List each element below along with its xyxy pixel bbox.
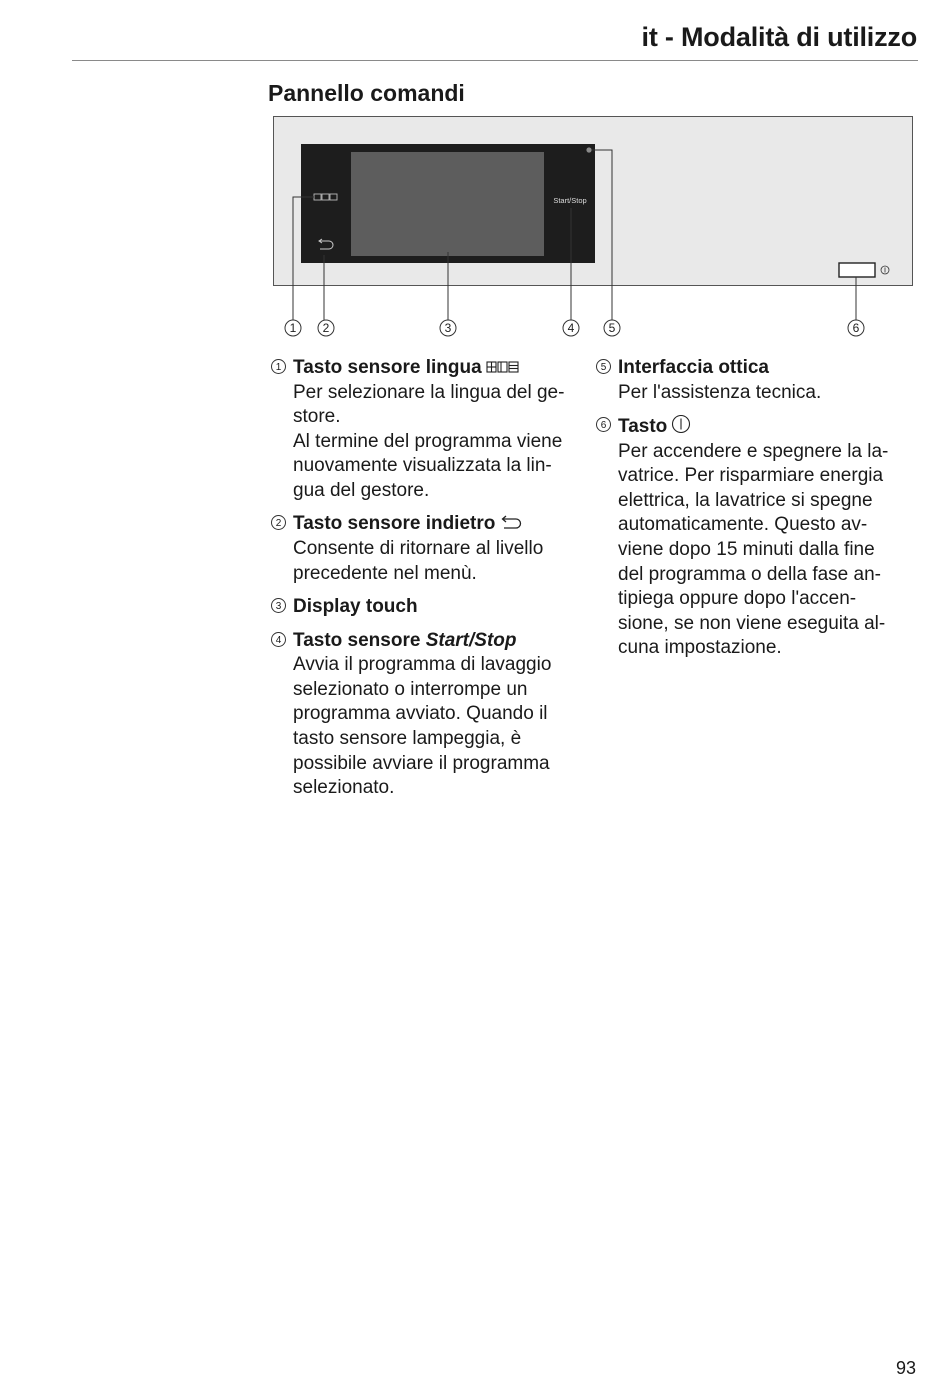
item-description: Consente di ritornare al livello precedente nel menù. bbox=[293, 537, 544, 584]
control-panel-illustration bbox=[270, 112, 916, 340]
page-number: 93 bbox=[895, 1358, 916, 1378]
item-number: 1 bbox=[271, 359, 286, 374]
list-item bbox=[596, 414, 926, 661]
list-item bbox=[271, 595, 571, 620]
item-title: Tasto bbox=[618, 416, 668, 438]
touch-display-screen bbox=[351, 152, 544, 256]
list-item bbox=[271, 356, 571, 503]
item-number: 6 bbox=[596, 417, 611, 432]
callout-label-3: 3 bbox=[444, 321, 452, 335]
description-column-right bbox=[596, 356, 926, 670]
list-item bbox=[271, 629, 571, 801]
power-icon bbox=[671, 414, 691, 434]
item-number: 5 bbox=[596, 359, 611, 374]
item-description: Avvia il programma di lavaggio selezionato o interrompe un programma avviato. Quando il tasto sensore lampeggia, è possibile avviare il programma selezionato. bbox=[293, 654, 552, 799]
start-stop-label: Start/Stop bbox=[553, 196, 587, 205]
section-title: Pannello comandi bbox=[268, 80, 465, 106]
item-description: Per selezionare la lingua del ge- store. Al termine del programma viene nuovamente visualizzata la lin- gua del gestore. bbox=[293, 381, 565, 501]
callout-label-5: 5 bbox=[608, 321, 616, 335]
item-title: Display touch bbox=[293, 596, 418, 618]
item-title: Interfaccia ottica bbox=[618, 357, 769, 378]
optical-interface-dot bbox=[586, 147, 591, 152]
language-flags-icon bbox=[486, 359, 520, 375]
item-description: Per l'assistenza tecnica. bbox=[618, 381, 822, 403]
header-divider bbox=[72, 60, 918, 61]
item-title: Tasto sensore bbox=[293, 629, 421, 651]
callout-label-6: 6 bbox=[852, 321, 860, 335]
callout-label-1: 1 bbox=[289, 321, 297, 335]
page-header-title: it - Modalità di utilizzo bbox=[641, 22, 917, 52]
item-number: 4 bbox=[271, 632, 286, 647]
item-title-italic: Start/Stop bbox=[425, 629, 517, 651]
callout-label-4: 4 bbox=[567, 321, 575, 335]
item-title: Tasto sensore indietro bbox=[293, 513, 496, 535]
list-item bbox=[271, 512, 571, 586]
item-number: 2 bbox=[271, 515, 286, 530]
list-item bbox=[596, 356, 926, 405]
item-title: Tasto sensore lingua bbox=[293, 357, 482, 378]
item-description: Per accendere e spegnere la la- vatrice. Per risparmiare energia elettrica, la lavatrice si spegne automaticamente. Questo av- viene dopo 15 minuti dalla fine del programma o della fase an- tipiega oppure dopo l'accen- sione, se non viene eseguita al- cuna impostazione. bbox=[618, 440, 889, 659]
description-column-left bbox=[271, 356, 571, 810]
item-number: 3 bbox=[271, 598, 286, 613]
power-button bbox=[839, 263, 875, 277]
callout-label-2: 2 bbox=[322, 321, 330, 335]
back-arrow-icon bbox=[499, 515, 523, 531]
